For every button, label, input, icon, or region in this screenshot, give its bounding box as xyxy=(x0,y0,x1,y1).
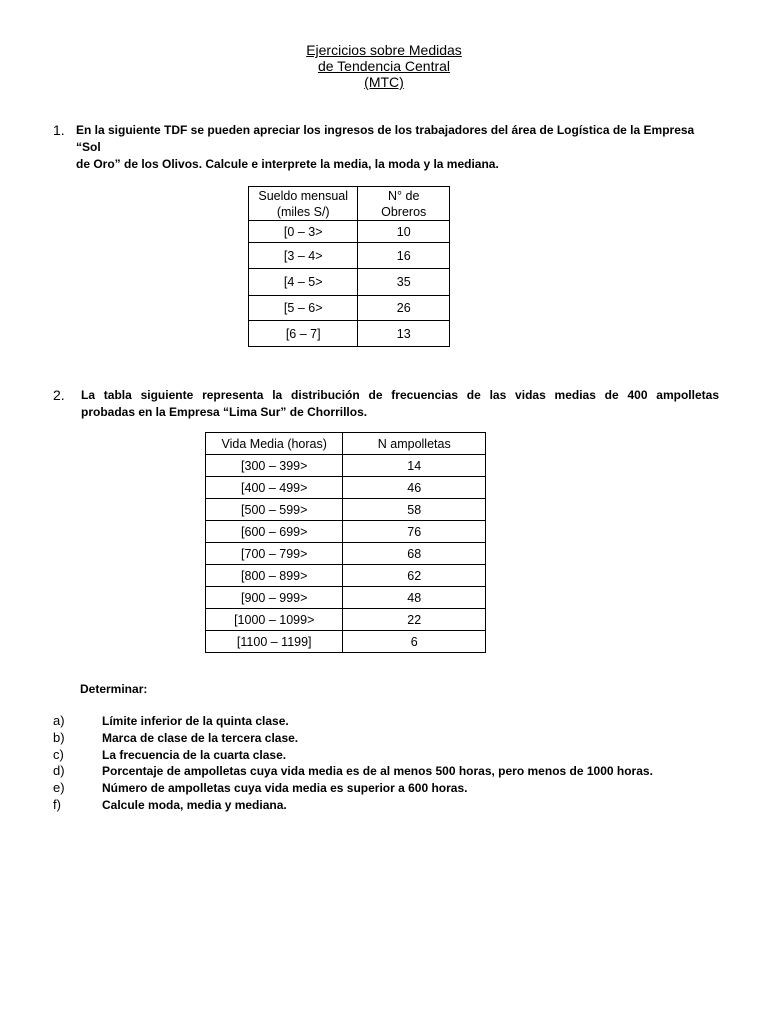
frequency-cell: 35 xyxy=(358,269,450,296)
list-item xyxy=(53,713,713,730)
table-row xyxy=(206,631,486,653)
table-row xyxy=(206,477,486,499)
table-header-row xyxy=(206,433,486,455)
table-row xyxy=(249,296,450,321)
table-row xyxy=(249,321,450,347)
column-header-bulbs: N ampolletas xyxy=(343,433,486,455)
table-row xyxy=(206,609,486,631)
exercise-1-text-line-1: En la siguiente TDF se pueden apreciar los ingresos de los trabajadores del área de Logística de la Empresa “Sol xyxy=(76,123,695,154)
list-item-text: Calcule moda, media y mediana. xyxy=(102,797,287,812)
list-item-letter: f) xyxy=(53,796,61,812)
exercise-2-text-line-1: La tabla siguiente representa la distribución de frecuencias de las vidas medias de 400 ampolletas xyxy=(81,388,719,402)
frequency-cell: 13 xyxy=(358,321,450,347)
class-interval-cell: [900 – 999> xyxy=(206,587,343,609)
title-line-2: de Tendencia Central xyxy=(317,58,451,74)
exercise-1-number: 1. xyxy=(53,122,65,138)
table-row xyxy=(206,565,486,587)
list-item xyxy=(53,747,713,764)
title-line-1: Ejercicios sobre Medidas xyxy=(306,42,462,58)
column-header-salary: Sueldo mensual (miles S/) xyxy=(249,187,358,221)
list-item-letter: c) xyxy=(53,746,64,762)
exercise-1-text-line-2: de Oro” de los Olivos. Calcule e interprete la media, la moda y la mediana. xyxy=(76,157,499,171)
determine-label: Determinar: xyxy=(80,682,148,696)
frequency-cell: 6 xyxy=(343,631,486,653)
document-title xyxy=(0,42,768,90)
column-header-lifespan: Vida Media (horas) xyxy=(206,433,343,455)
class-interval-cell: [4 – 5> xyxy=(249,269,358,296)
frequency-cell: 10 xyxy=(358,221,450,243)
list-item-text: Número de ampolletas cuya vida media es superior a 600 horas. xyxy=(102,781,468,796)
class-interval-cell: [5 – 6> xyxy=(249,296,358,321)
frequency-cell: 14 xyxy=(343,455,486,477)
class-interval-cell: [6 – 7] xyxy=(249,321,358,347)
table-row xyxy=(249,221,450,243)
exercise-1-statement xyxy=(76,122,716,173)
lifespan-frequency-table xyxy=(205,432,486,653)
frequency-cell: 68 xyxy=(343,543,486,565)
table-row xyxy=(249,269,450,296)
title-line-3: (MTC) xyxy=(364,74,404,90)
list-item-letter: b) xyxy=(53,729,65,745)
table-header-row xyxy=(249,187,450,221)
exercise-2-text-line-2: probadas en la Empresa “Lima Sur” de Chorrillos. xyxy=(81,405,368,419)
class-interval-cell: [0 – 3> xyxy=(249,221,358,243)
frequency-cell: 76 xyxy=(343,521,486,543)
frequency-cell: 26 xyxy=(358,296,450,321)
class-interval-cell: [3 – 4> xyxy=(249,243,358,269)
list-item xyxy=(53,730,713,747)
frequency-cell: 16 xyxy=(358,243,450,269)
class-interval-cell: [1100 – 1199] xyxy=(206,631,343,653)
frequency-cell: 48 xyxy=(343,587,486,609)
list-item xyxy=(53,780,713,797)
table-row xyxy=(249,243,450,269)
class-interval-cell: [1000 – 1099> xyxy=(206,609,343,631)
list-item xyxy=(53,763,713,780)
exercise-2-number: 2. xyxy=(53,387,65,403)
class-interval-cell: [500 – 599> xyxy=(206,499,343,521)
exercise-2-statement xyxy=(81,387,719,421)
list-item-letter: d) xyxy=(53,763,65,779)
frequency-cell: 46 xyxy=(343,477,486,499)
salary-frequency-table xyxy=(248,186,450,347)
class-interval-cell: [300 – 399> xyxy=(206,455,343,477)
class-interval-cell: [700 – 799> xyxy=(206,543,343,565)
class-interval-cell: [400 – 499> xyxy=(206,477,343,499)
list-item xyxy=(53,797,713,814)
class-interval-cell: [600 – 699> xyxy=(206,521,343,543)
column-header-workers: N° de Obreros xyxy=(358,187,450,221)
table-row xyxy=(206,455,486,477)
list-item-text: Marca de clase de la tercera clase. xyxy=(102,730,299,745)
list-item-text: Porcentaje de ampolletas cuya vida media es de al menos 500 horas, pero menos de 1000 horas. xyxy=(102,764,653,779)
list-item-letter: e) xyxy=(53,780,65,796)
task-list xyxy=(53,713,713,814)
table-row xyxy=(206,521,486,543)
class-interval-cell: [800 – 899> xyxy=(206,565,343,587)
table-row xyxy=(206,543,486,565)
table-row xyxy=(206,587,486,609)
list-item-letter: a) xyxy=(53,713,65,728)
list-item-text: La frecuencia de la cuarta clase. xyxy=(102,747,287,762)
frequency-cell: 22 xyxy=(343,609,486,631)
frequency-cell: 62 xyxy=(343,565,486,587)
table-row xyxy=(206,499,486,521)
list-item-text: Límite inferior de la quinta clase. xyxy=(102,714,289,728)
frequency-cell: 58 xyxy=(343,499,486,521)
